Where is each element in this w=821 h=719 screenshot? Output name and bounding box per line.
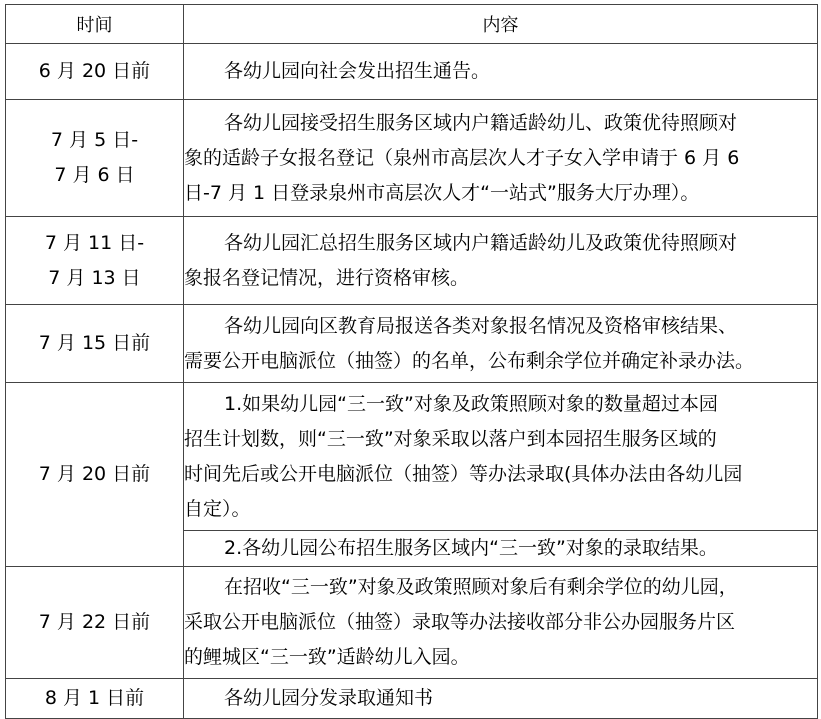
content-cell <box>184 217 818 305</box>
content-line: 1.如果幼儿园“三一致”对象及政策照顾对象的数量超过本园 <box>224 392 718 415</box>
content-line: 象报名登记情况，进行资格审核。 <box>184 266 470 289</box>
content-cell <box>184 100 818 217</box>
time-line: 7 月 13 日 <box>48 266 141 289</box>
content-cell <box>184 305 818 383</box>
header-time: 时间 <box>6 5 184 44</box>
content-line: 日-7 月 1 日登录泉州市高层次人才“一站式”服务大厅办理）。 <box>184 181 700 204</box>
content-line: 的鲤城区“三一致”适龄幼儿入园。 <box>184 646 470 668</box>
time-line: 7 月 6 日 <box>54 164 135 186</box>
content-line: 需要公开电脑派位（抽签）的名单，公布剩余学位并确定补录办法。 <box>184 349 755 372</box>
content-line: 在招收“三一致”对象及政策照顾对象后有剩余学位的幼儿园， <box>224 576 738 598</box>
table-row <box>6 567 818 679</box>
content-line: 各幼儿园向社会发出招生通告。 <box>224 60 491 82</box>
time-cell: 6 月 20 日前 <box>6 44 184 100</box>
content-cell <box>184 531 818 567</box>
time-cell <box>6 100 184 217</box>
table-row <box>6 217 818 305</box>
content-cell <box>184 567 818 679</box>
content-cell <box>184 44 818 100</box>
time-cell: 7 月 20 日前 <box>6 383 184 567</box>
content-line: 采取公开电脑派位（抽签）录取等办法接收部分非公办园服务片区 <box>184 611 736 633</box>
content-line: 各幼儿园接受招生服务区域内户籍适龄幼儿、政策优待照顾对 <box>224 111 738 134</box>
header-content: 内容 <box>184 5 818 44</box>
content-line: 招生计划数，则“三一致”对象采取以落户到本园招生服务区域的 <box>184 427 717 450</box>
header-row <box>6 5 818 44</box>
time-cell: 7 月 22 日前 <box>6 567 184 679</box>
content-line: 各幼儿园汇总招生服务区域内户籍适龄幼儿及政策优待照顾对 <box>224 231 738 254</box>
content-line: 各幼儿园分发录取通知书 <box>224 687 434 709</box>
time-line: 7 月 11 日- <box>44 231 145 254</box>
table-row <box>6 305 818 383</box>
content-line: 象的适龄子女报名登记（泉州市高层次人才子女入学申请于 6 月 6 <box>184 146 740 169</box>
time-line: 7 月 5 日- <box>50 129 139 151</box>
time-cell: 7 月 15 日前 <box>6 305 184 383</box>
content-line: 2.各幼儿园公布招生服务区域内“三一致”对象的录取结果。 <box>224 537 718 559</box>
enrollment-schedule-table <box>5 4 818 719</box>
time-cell <box>6 217 184 305</box>
table-row <box>6 100 818 217</box>
content-cell <box>184 383 818 531</box>
content-line: 各幼儿园向区教育局报送各类对象报名情况及资格审核结果、 <box>224 314 738 337</box>
table-row <box>6 383 818 531</box>
time-cell: 8 月 1 日前 <box>6 679 184 719</box>
content-line: 自定）。 <box>184 497 251 520</box>
table-row <box>6 44 818 100</box>
content-line: 时间先后或公开电脑派位（抽签）等办法录取(具体办法由各幼儿园 <box>184 462 743 485</box>
